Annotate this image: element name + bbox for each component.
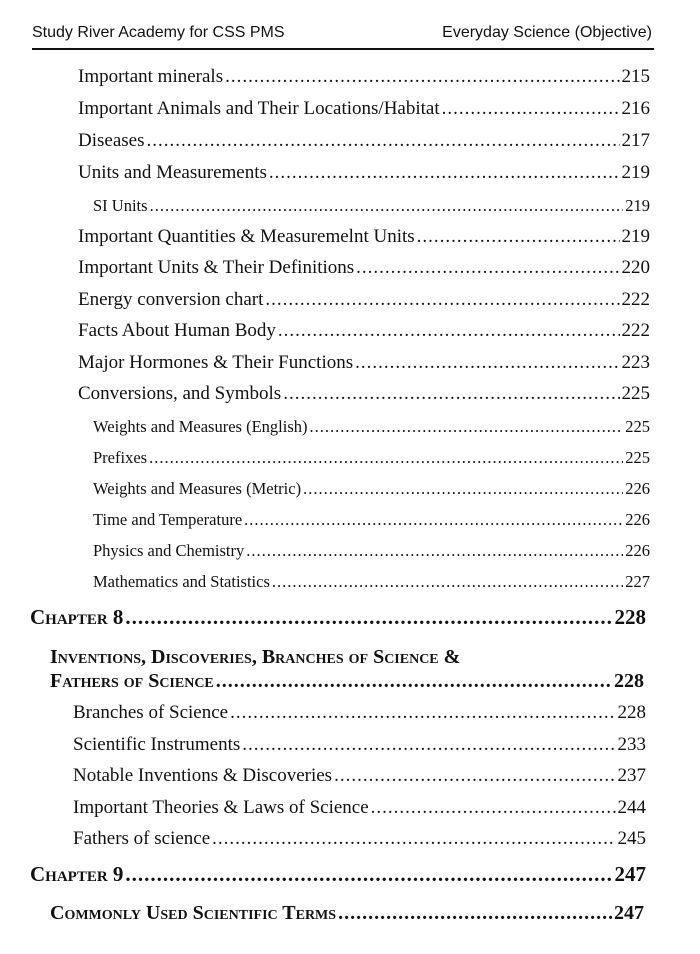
toc-entry-title: Branches of Science [73, 702, 229, 723]
toc-entry-title: Physics and Chemistry [93, 541, 245, 560]
chapter-title: Chapter 9 [30, 862, 124, 886]
toc-entry-page: 245 [617, 828, 646, 849]
toc-entry[interactable] [73, 702, 646, 724]
toc-entry[interactable] [78, 130, 650, 152]
toc-entry-page: 244 [617, 797, 646, 818]
toc-entry-page: 222 [621, 320, 650, 341]
toc-entry[interactable] [93, 572, 650, 592]
toc-leader [149, 448, 623, 468]
toc-entry-page: 222 [621, 289, 650, 310]
toc-entry-title: Units and Measurements [78, 162, 267, 183]
toc-chapter-8[interactable] [30, 605, 646, 630]
toc-entry-title: SI Units [93, 196, 148, 215]
toc-leader [371, 797, 616, 819]
toc-leader [225, 66, 619, 88]
toc-entry-page: 237 [617, 765, 646, 786]
toc-entry-page: 223 [621, 352, 650, 373]
toc-entry-title: Important Quantities & Measuremelnt Units [78, 226, 415, 247]
toc-entry-title: Important Units & Their Definitions [78, 257, 355, 278]
toc-entry-title: Important Animals and Their Locations/Habitat [78, 98, 440, 119]
toc-entry-page: 225 [621, 383, 650, 404]
toc-leader [272, 572, 623, 592]
toc-entry[interactable] [73, 797, 646, 819]
toc-entry-title: Major Hormones & Their Functions [78, 352, 354, 373]
toc-chapter-9[interactable] [30, 862, 646, 887]
toc-entry[interactable] [78, 383, 650, 405]
toc-leader [355, 352, 619, 374]
toc-leader [269, 162, 620, 184]
toc-entry[interactable] [78, 352, 650, 374]
toc-entry-title: Mathematics and Statistics [93, 572, 270, 591]
toc-leader [230, 702, 615, 724]
toc-entry-title: Notable Inventions & Discoveries [73, 765, 333, 786]
section-page: 228 [614, 670, 644, 692]
toc-entry-page: 219 [625, 196, 650, 215]
toc-leader [150, 196, 624, 216]
toc-entry[interactable] [78, 289, 650, 311]
toc-leader [417, 226, 620, 248]
toc-entry-title: Important Theories & Laws of Science [73, 797, 369, 818]
toc-leader [125, 862, 612, 887]
toc-entry[interactable] [93, 196, 650, 216]
toc-leader [338, 902, 612, 925]
toc-entry-page: 226 [625, 510, 650, 529]
toc-leader [303, 479, 623, 499]
toc-entry-page: 219 [621, 226, 650, 247]
chapter-page: 228 [614, 605, 646, 629]
section-title-line2: Fathers of Science [50, 670, 214, 692]
toc-entry[interactable] [78, 320, 650, 342]
toc-entry[interactable] [78, 257, 650, 279]
toc-entry-page: 220 [621, 257, 650, 278]
toc-leader [334, 765, 615, 787]
toc-entry-title: Fathers of science [73, 828, 211, 849]
toc-entry-title: Important minerals [78, 66, 224, 87]
section-page: 247 [614, 902, 644, 924]
toc-entry-title: Time and Temperature [93, 510, 243, 529]
section-title: Commonly Used Scientific Terms [50, 902, 337, 924]
toc-leader [310, 417, 624, 437]
toc-entry-title: Facts About Human Body [78, 320, 276, 341]
toc-entry-page: 225 [625, 417, 650, 436]
toc-entry-page: 217 [621, 130, 650, 151]
toc-entry[interactable] [93, 541, 650, 561]
toc-entry[interactable] [78, 66, 650, 88]
toc-entry-title: Diseases [78, 130, 145, 151]
header-publisher: Study River Academy for CSS PMS [32, 24, 285, 41]
header-book-title: Everyday Science (Objective) [442, 24, 652, 41]
toc-entry-page: 233 [617, 734, 646, 755]
toc-leader [278, 320, 620, 342]
toc-leader [442, 98, 620, 120]
toc-leader [246, 541, 623, 561]
toc-leader [216, 670, 612, 693]
toc-entry[interactable] [73, 828, 646, 850]
toc-entry-title: Weights and Measures (Metric) [93, 479, 302, 498]
toc-leader [212, 828, 615, 850]
toc-entry-page: 216 [621, 98, 650, 119]
toc-section-commonly-used-scientific-terms[interactable] [50, 902, 644, 925]
toc-entry-page: 226 [625, 541, 650, 560]
toc-leader [283, 383, 619, 405]
toc-section-fathers-of-science[interactable] [50, 670, 644, 693]
toc-entry[interactable] [93, 448, 650, 468]
toc-entry-title: Scientific Instruments [73, 734, 241, 755]
toc-entry-title: Conversions, and Symbols [78, 383, 282, 404]
toc-entry-page: 228 [617, 702, 646, 723]
toc-leader [356, 257, 619, 279]
toc-entry-page: 226 [625, 479, 650, 498]
toc-entry[interactable] [73, 765, 646, 787]
toc-entry-page: 225 [625, 448, 650, 467]
toc-leader [244, 510, 623, 530]
toc-entry[interactable] [78, 226, 650, 248]
toc-entry[interactable] [78, 162, 650, 184]
toc-entry[interactable] [78, 98, 650, 120]
toc-entry-page: 227 [625, 572, 650, 591]
toc-entry-title: Energy conversion chart [78, 289, 264, 310]
chapter-page: 247 [614, 862, 646, 886]
toc-leader [125, 605, 612, 630]
toc-entry-title: Weights and Measures (English) [93, 417, 308, 436]
toc-leader [146, 130, 619, 152]
toc-leader [242, 734, 615, 756]
toc-entry[interactable] [73, 734, 646, 756]
chapter-title: Chapter 8 [30, 605, 124, 629]
toc-entry[interactable] [93, 417, 650, 437]
toc-entry[interactable] [93, 479, 650, 499]
page-header [32, 22, 654, 50]
toc-entry-title: Prefixes [93, 448, 148, 467]
toc-entry-page: 219 [621, 162, 650, 183]
toc-leader [265, 289, 619, 311]
toc-entry[interactable] [93, 510, 650, 530]
toc-entry-page: 215 [621, 66, 650, 87]
toc-section-title-line1[interactable]: Inventions, Discoveries, Branches of Science & [50, 646, 461, 668]
